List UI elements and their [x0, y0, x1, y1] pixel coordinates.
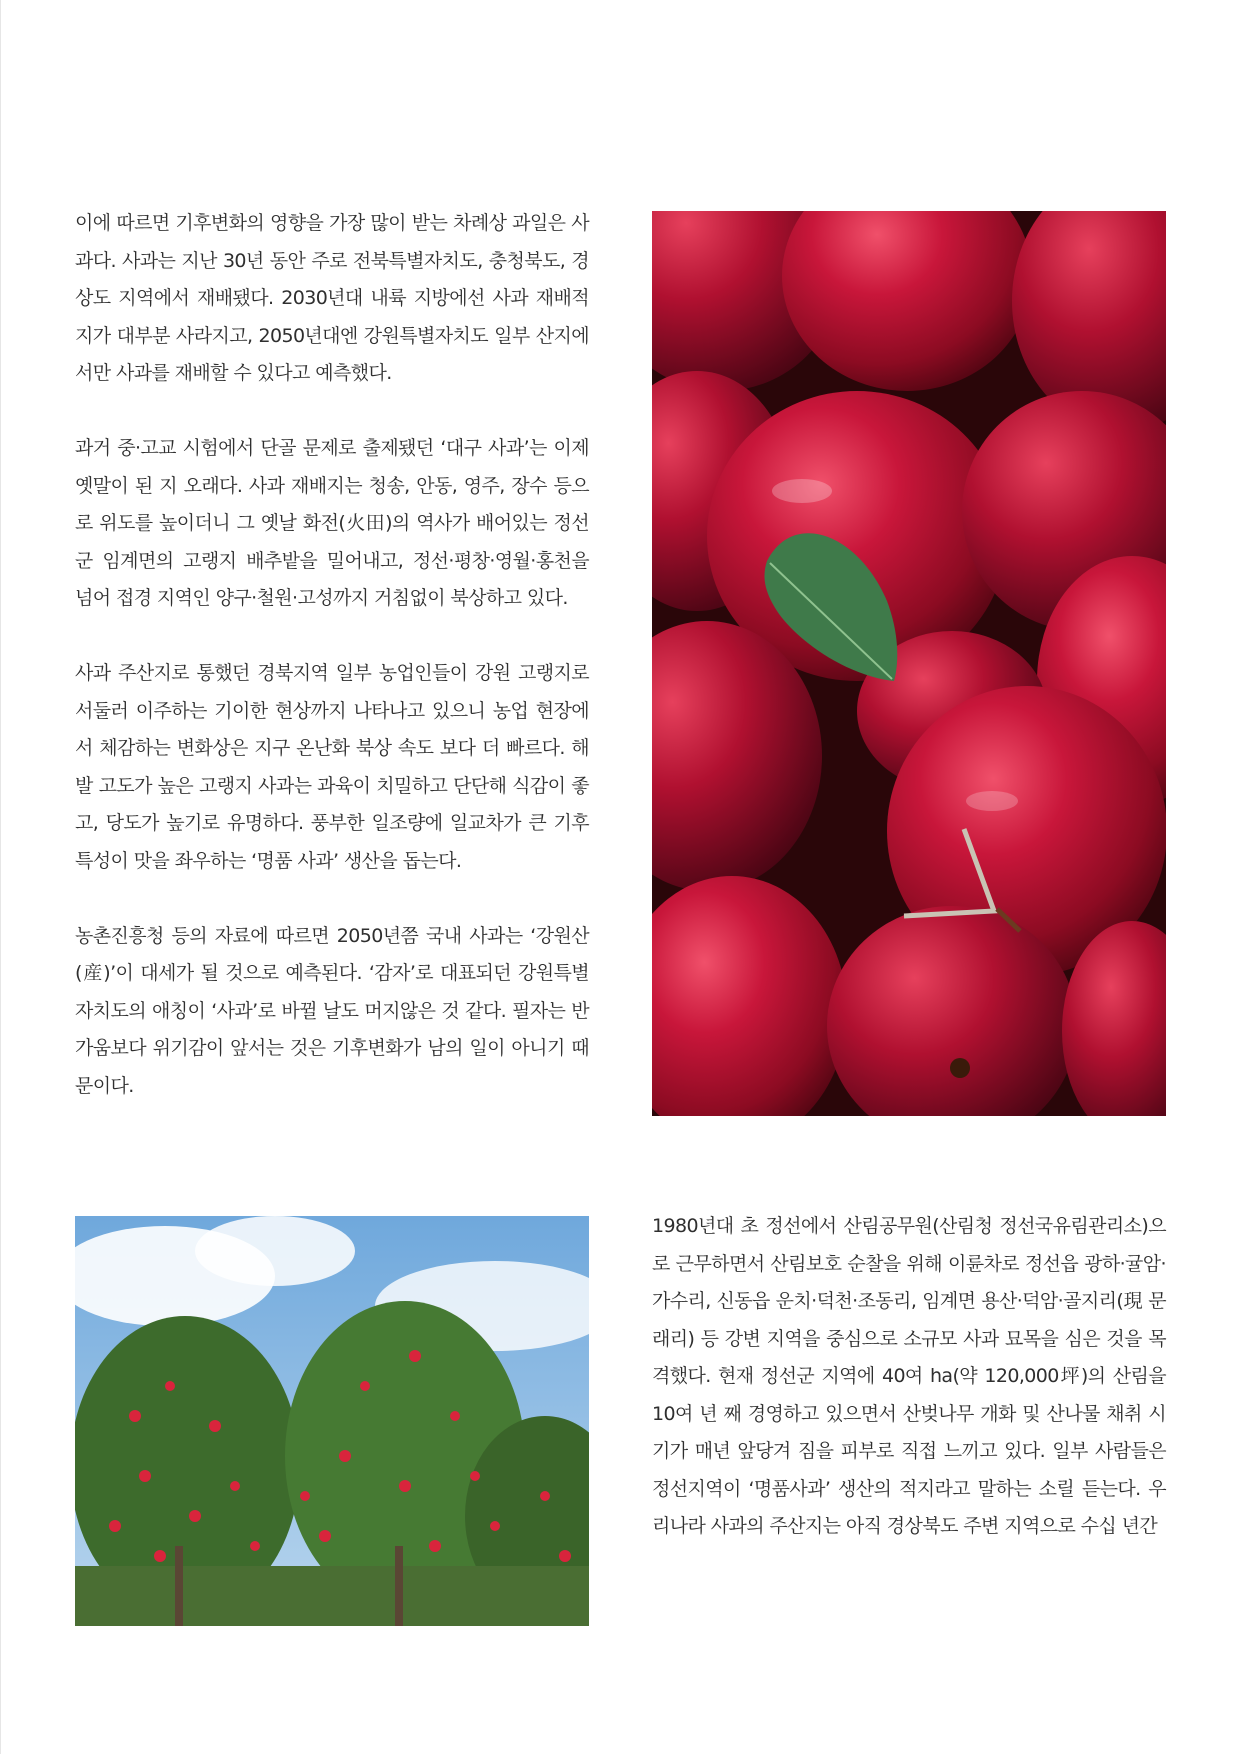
paragraph-5: 1980년대 초 정선에서 산림공무원(산림청 정선국유림관리소)으로 근무하면서 산림보호 순찰을 위해 이륜차로 정선읍 광하·귤암·가수리, 신동읍 운치·덕천·조동리, 임계면 용산·덕암·골지리(現 문래리) 등 강변 지역을 중심으로 소규모 사과 묘목을 심은 것을 목격했다. 현재 정선군 지역에 40여 ha(약 120,000坪)의 산림을 10여 년 째 경영하고 있으면서 산벚나무 개화 및 산나물 채취 시기가 매년 앞당겨 짐을 피부로 직접 느끼고 있다. 일부 사람들은 정선지역이 ‘명품사과’ 생산의 적지라고 말하는 소릴 듣는다. 우리나라 사과의 주산지는 아직 경상북도 주변 지역으로 수십 년간	[652, 1215, 1166, 1537]
paragraph-4: 농촌진흥청 등의 자료에 따르면 2050년쯤 국내 사과는 ‘강원산(産)’이 대세가 될 것으로 예측된다. ‘감자’로 대표되던 강원특별자치도의 애칭이 ‘사과’로 바뀔 날도 머지않은 것 같다. 필자는 반가움보다 위기감이 앞서는 것은 기후변화가 남의 일이 아니기 때문이다.	[75, 924, 589, 1097]
page-edge	[0, 0, 1, 1754]
apples-photo	[652, 211, 1166, 1116]
paragraph-1: 이에 따르면 기후변화의 영향을 가장 많이 받는 차례상 과일은 사과다. 사과는 지난 30년 동안 주로 전북특별자치도, 충청북도, 경상도 지역에서 재배됐다. 2030년대 내륙 지방에선 사과 재배적지가 대부분 사라지고, 2050년대엔 강원특별자치도 일부 산지에서만 사과를 재배할 수 있다고 예측했다.	[75, 212, 589, 384]
orchard-photo	[75, 1216, 589, 1626]
paragraph-2: 과거 중·고교 시험에서 단골 문제로 출제됐던 ‘대구 사과’는 이제 옛말이 된 지 오래다. 사과 재배지는 청송, 안동, 영주, 장수 등으로 위도를 높이더니 그 옛날 화전(火田)의 역사가 배어있는 정선군 임계면의 고랭지 배추밭을 밀어내고, 정선·평창·영월·홍천을 넘어 접경 지역인 양구·철원·고성까지 거침없이 북상하고 있다.	[75, 437, 589, 609]
paragraph-3: 사과 주산지로 통했던 경북지역 일부 농업인들이 강원 고랭지로 서둘러 이주하는 기이한 현상까지 나타나고 있으니 농업 현장에서 체감하는 변화상은 지구 온난화 북상 속도 보다 더 빠르다. 해발 고도가 높은 고랭지 사과는 과육이 치밀하고 단단해 식감이 좋고, 당도가 높기로 유명하다. 풍부한 일조량에 일교차가 큰 기후 특성이 맛을 좌우하는 ‘명품 사과’ 생산을 돕는다.	[75, 662, 589, 872]
article-column-top	[75, 205, 589, 1105]
article-column-bottom	[652, 1208, 1166, 1546]
